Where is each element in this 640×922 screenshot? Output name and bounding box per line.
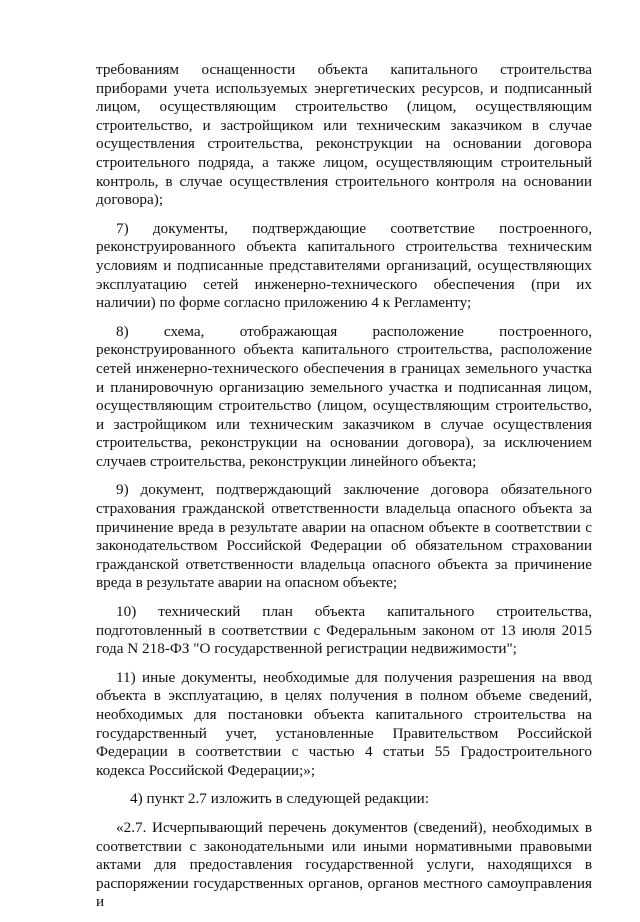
document-body <box>96 61 592 922</box>
paragraph-item-8: 8) схема, отображающая расположение построенного, реконструированного объекта капитального строительства, расположение сетей инженерно-технического обеспечения в границах земельного участка и планировочную организацию земельного участка и подписанная лицом, осуществляющим строительство (лицом, осуществляющим строительство, и застройщиком или техническим заказчиком в случае осуществления строительства, реконструкции на основании договора), за исключением случаев строительства, реконструкции линейного объекта; <box>96 322 592 470</box>
paragraph-item-11: 11) иные документы, необходимые для получения разрешения на ввод объекта в эксплуатацию, в целях получения в полном объеме сведений, необходимых для постановки объекта капитального строительства на государственный учет, установленные Правительством Российской Федерации в соответствии с частью 4 статьи 55 Градостроительного кодекса Российской Федерации;»; <box>96 668 592 779</box>
paragraph-amendment-4: 4) пункт 2.7 изложить в следующей редакции: <box>130 790 430 808</box>
paragraph-item-7: 7) документы, подтверждающие соответствие построенного, реконструированного объекта капитального строительства техническим условиям и подписанные представителями организаций, осуществляющих эксплуатацию сетей инженерно-технического обеспечения (при их наличии) по форме согласно приложению 4 к Регламенту; <box>96 219 592 312</box>
paragraph-clause-2-7: «2.7. Исчерпывающий перечень документов (сведений), необходимых в соответствии с законодательными или иными нормативными правовыми актами для предоставления государственной услуги, находящихся в распоряжении государственных органов, органов местного самоуправления и <box>96 818 592 911</box>
paragraph-item-9: 9) документ, подтверждающий заключение договора обязательного страхования гражданской ответственности владельца опасного объекта за причинение вреда в результате аварии на опасном объекте в соответствии с законодательством Российской Федерации об обязательном страховании гражданской ответственности владельца опасного объекта за причинение вреда в результате аварии на опасном объекте; <box>96 481 592 592</box>
paragraph-continuation: требованиям оснащенности объекта капитального строительства приборами учета используемых энергетических ресурсов, и подписанный лицом, осуществляющим строительство (лицом, осуществляющим строительство, и застройщиком или техническим заказчиком в случае осуществления строительства, реконструкции на основании договора строительного подряда, а также лицом, осуществляющим строительный контроль, в случае осуществления строительного контроля на основании договора); <box>96 61 592 209</box>
paragraph-item-10: 10) технический план объекта капитального строительства, подготовленный в соответствии с Федеральным законом от 13 июля 2015 года N 218-ФЗ "О государственной регистрации недвижимости"; <box>96 603 592 658</box>
